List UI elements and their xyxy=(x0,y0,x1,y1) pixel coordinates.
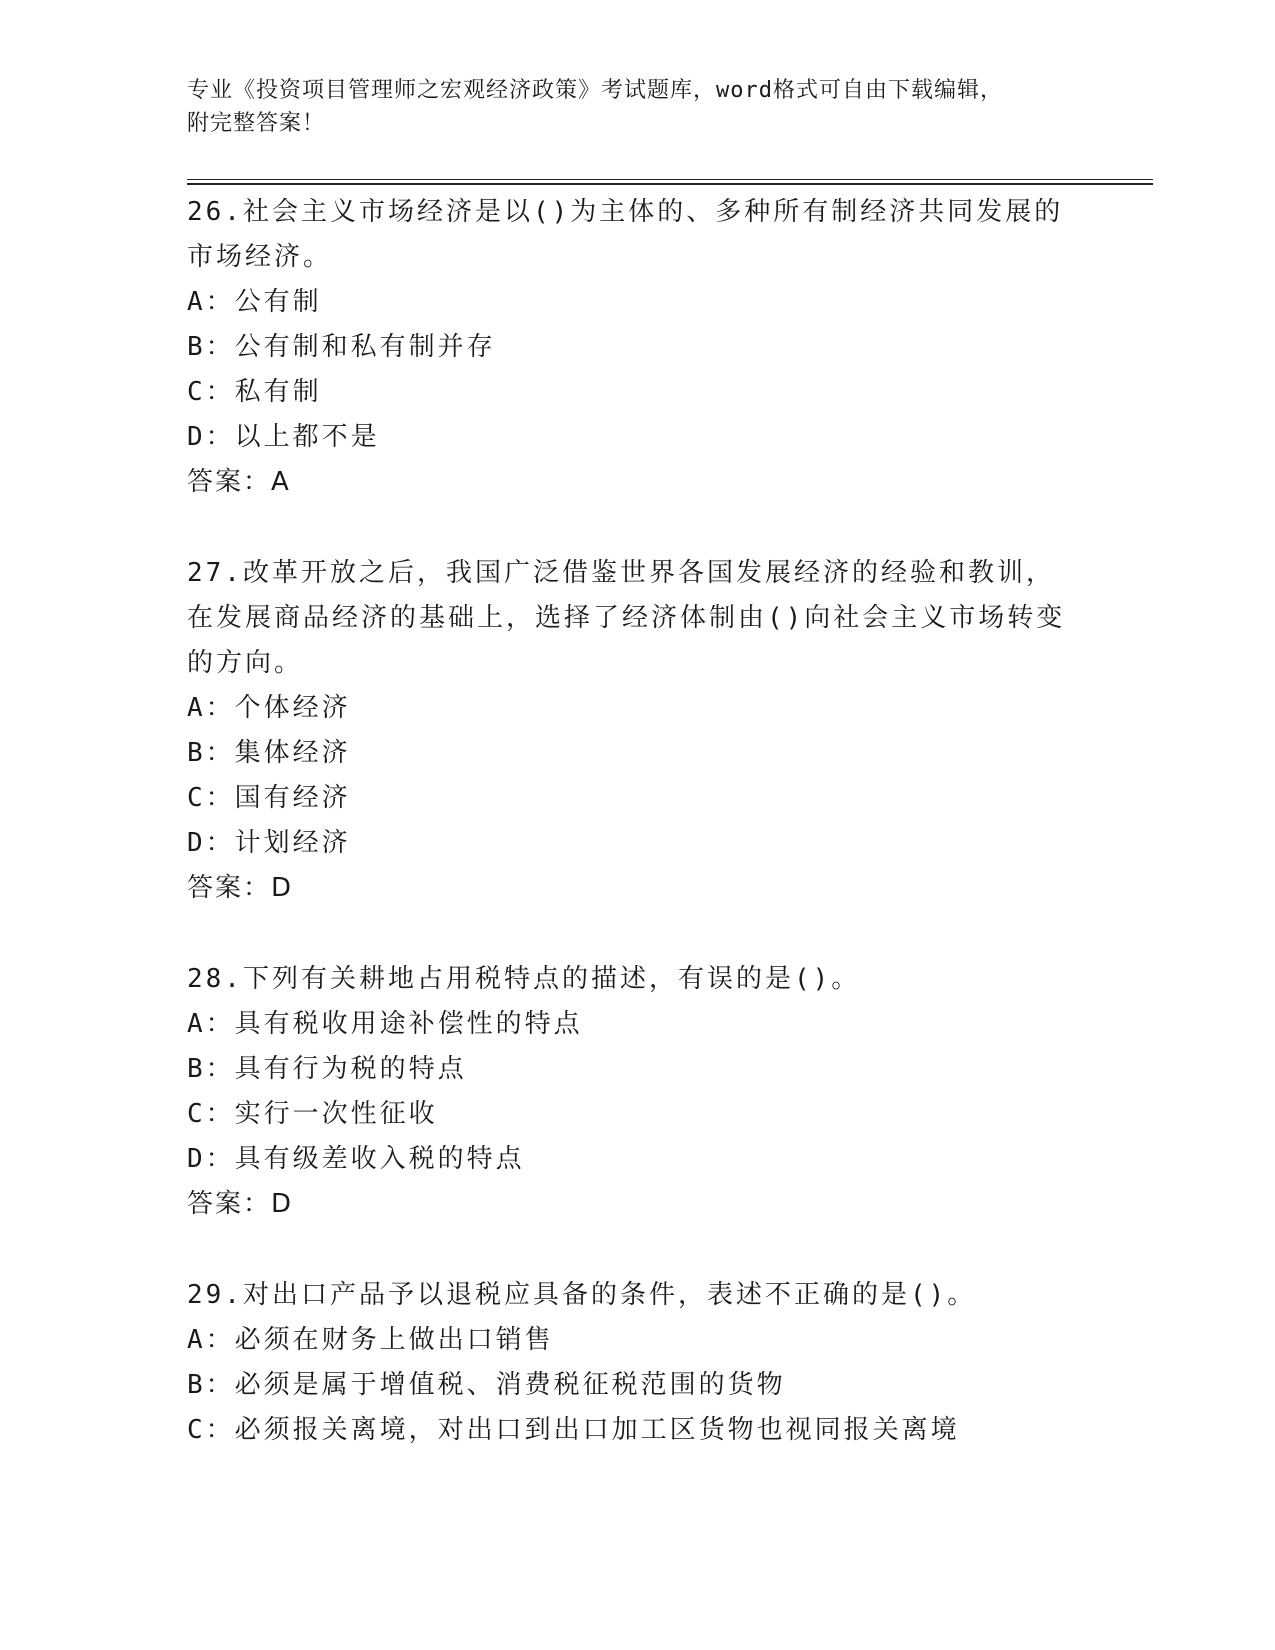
answer-line: 答案：D xyxy=(187,873,294,903)
question-stem: 28.下列有关耕地占用税特点的描述，有误的是()。 xyxy=(187,964,861,994)
header-divider-thick xyxy=(187,183,1153,185)
option-b: B：集体经济 xyxy=(187,738,351,768)
question-26 xyxy=(187,190,1087,505)
question-stem: 27.改革开放之后，我国广泛借鉴世界各国发展经济的经验和教训，在发展商品经济的基础上，选择了经济体制由()向社会主义市场转变的方向。 xyxy=(187,558,1066,678)
option-a: A：个体经济 xyxy=(187,693,351,723)
option-b: B：必须是属于增值税、消费税征税范围的货物 xyxy=(187,1370,786,1400)
question-stem: 26.社会主义市场经济是以()为主体的、多种所有制经济共同发展的市场经济。 xyxy=(187,197,1064,272)
question-stem: 29.对出口产品予以退税应具备的条件，表述不正确的是()。 xyxy=(187,1280,977,1310)
question-list xyxy=(187,190,1087,1453)
option-c: C：实行一次性征收 xyxy=(187,1099,438,1129)
option-c: C：国有经济 xyxy=(187,783,351,813)
header-divider-thin xyxy=(187,179,1153,180)
option-b: B：公有制和私有制并存 xyxy=(187,332,496,362)
option-b: B：具有行为税的特点 xyxy=(187,1054,467,1084)
question-29 xyxy=(187,1273,1087,1453)
option-c: C：必须报关离境，对出口到出口加工区货物也视同报关离境 xyxy=(187,1415,960,1445)
document-header xyxy=(187,74,1087,140)
option-a: A：必须在财务上做出口销售 xyxy=(187,1325,554,1355)
header-line-2: 附完整答案！ xyxy=(187,111,326,136)
option-a: A：具有税收用途补偿性的特点 xyxy=(187,1009,583,1039)
option-c: C：私有制 xyxy=(187,377,322,407)
option-d: D：具有级差收入税的特点 xyxy=(187,1144,525,1174)
question-28 xyxy=(187,957,1087,1227)
option-d: D：计划经济 xyxy=(187,828,351,858)
option-d: D：以上都不是 xyxy=(187,422,380,452)
header-line-1: 专业《投资项目管理师之宏观经济政策》考试题库，word格式可自由下载编辑， xyxy=(187,78,1003,103)
answer-line: 答案：A xyxy=(187,467,291,497)
option-a: A：公有制 xyxy=(187,287,322,317)
answer-line: 答案：D xyxy=(187,1189,294,1219)
question-27 xyxy=(187,551,1087,911)
